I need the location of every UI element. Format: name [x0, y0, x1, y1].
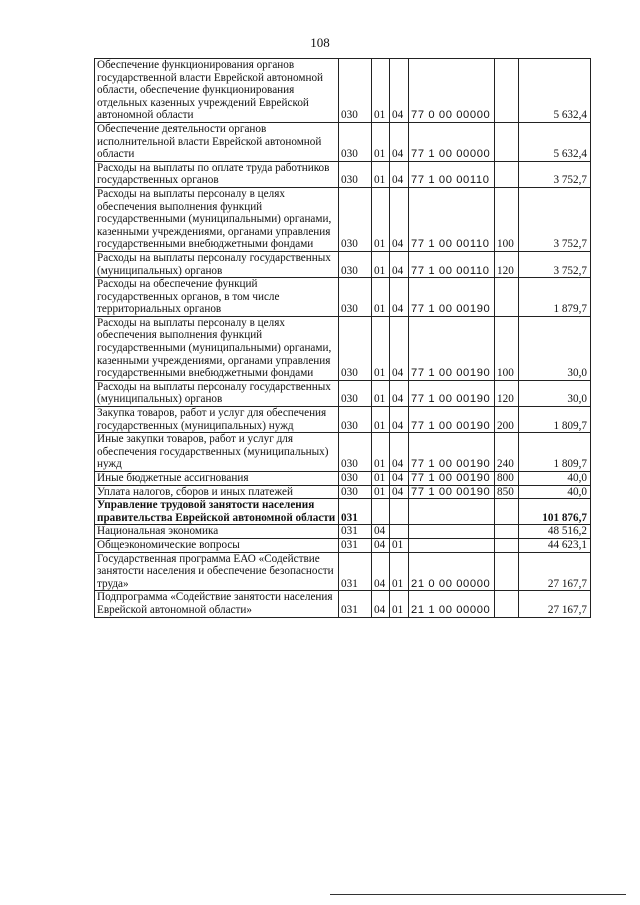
- ministry-code: 030: [339, 59, 372, 123]
- subsection-code: 04: [390, 187, 409, 251]
- expense-type-code: 800: [495, 472, 519, 486]
- expense-name: Расходы на выплаты персоналу в целях обеспечения выполнения функций государственными (муниципальными) органами, казенными учреждениями, органами управления государственными внебюджетными фондами: [95, 316, 339, 380]
- footer-rule: [330, 894, 626, 895]
- table-row: [95, 472, 591, 486]
- section-code: 01: [372, 278, 390, 317]
- section-code: 01: [372, 433, 390, 472]
- expense-name: Национальная экономика: [95, 525, 339, 539]
- section-code: [372, 499, 390, 525]
- table-row: [95, 433, 591, 472]
- amount: 1 879,7: [519, 278, 591, 317]
- expense-name: Расходы на выплаты персоналу государственных (муниципальных) органов: [95, 251, 339, 277]
- subsection-code: 01: [390, 552, 409, 591]
- expense-name: Иные бюджетные ассигнования: [95, 472, 339, 486]
- table-row: [95, 485, 591, 499]
- subsection-code: [390, 499, 409, 525]
- section-code: 01: [372, 485, 390, 499]
- section-code: 04: [372, 538, 390, 552]
- ministry-code: 031: [339, 591, 372, 617]
- subsection-code: 04: [390, 59, 409, 123]
- expense-name: Общеэкономические вопросы: [95, 538, 339, 552]
- ministry-code: 030: [339, 433, 372, 472]
- amount: 30,0: [519, 380, 591, 406]
- section-code: 01: [372, 407, 390, 433]
- expense-type-code: [495, 499, 519, 525]
- budget-table: [94, 58, 591, 618]
- section-code: 01: [372, 380, 390, 406]
- expense-name: Расходы на выплаты по оплате труда работников государственных органов: [95, 161, 339, 187]
- subsection-code: [390, 525, 409, 539]
- target-article-code: 77 1 00 00190: [409, 407, 495, 433]
- expense-type-code: 120: [495, 380, 519, 406]
- expense-type-code: [495, 591, 519, 617]
- subsection-code: 04: [390, 278, 409, 317]
- table-row: [95, 407, 591, 433]
- page-number: 108: [310, 35, 330, 50]
- expense-name: Расходы на обеспечение функций государственных органов, в том числе территориальных органов: [95, 278, 339, 317]
- target-article-code: [409, 538, 495, 552]
- amount: 44 623,1: [519, 538, 591, 552]
- ministry-code: 030: [339, 187, 372, 251]
- expense-type-code: 200: [495, 407, 519, 433]
- expense-name: Обеспечение функционирования органов государственной власти Еврейской автономной области, обеспечение функционирования отдельных казенных учреждений Еврейской автономной области: [95, 59, 339, 123]
- subsection-code: 04: [390, 485, 409, 499]
- expense-type-code: 850: [495, 485, 519, 499]
- subsection-code: 01: [390, 538, 409, 552]
- table-row: [95, 278, 591, 317]
- expense-name: Государственная программа ЕАО «Содействие занятости населения и обеспечение безопасности труда»: [95, 552, 339, 591]
- amount: 5 632,4: [519, 59, 591, 123]
- subsection-code: 04: [390, 161, 409, 187]
- amount: 30,0: [519, 316, 591, 380]
- ministry-code: 030: [339, 407, 372, 433]
- section-code: 01: [372, 59, 390, 123]
- table-row: [95, 552, 591, 591]
- expense-name: Обеспечение деятельности органов исполнительной власти Еврейской автономной области: [95, 122, 339, 161]
- amount: 40,0: [519, 472, 591, 486]
- subsection-code: 04: [390, 251, 409, 277]
- ministry-code: 030: [339, 278, 372, 317]
- ministry-code: 031: [339, 552, 372, 591]
- target-article-code: 77 1 00 00190: [409, 433, 495, 472]
- section-code: 01: [372, 122, 390, 161]
- table-row: [95, 187, 591, 251]
- ministry-code: 030: [339, 122, 372, 161]
- expense-name: Подпрограмма «Содействие занятости населения Еврейской автономной области»: [95, 591, 339, 617]
- target-article-code: 77 1 00 00190: [409, 380, 495, 406]
- target-article-code: 77 1 00 00190: [409, 472, 495, 486]
- subsection-code: 04: [390, 122, 409, 161]
- amount: 1 809,7: [519, 407, 591, 433]
- subsection-code: 04: [390, 472, 409, 486]
- target-article-code: 77 1 00 00110: [409, 161, 495, 187]
- expense-name: Уплата налогов, сборов и иных платежей: [95, 485, 339, 499]
- subsection-code: 04: [390, 380, 409, 406]
- target-article-code: 21 0 00 00000: [409, 552, 495, 591]
- ministry-code: 030: [339, 380, 372, 406]
- amount: 40,0: [519, 485, 591, 499]
- table-row: [95, 380, 591, 406]
- target-article-code: 77 1 00 00190: [409, 316, 495, 380]
- target-article-code: 77 0 00 00000: [409, 59, 495, 123]
- target-article-code: 77 1 00 00190: [409, 485, 495, 499]
- target-article-code: 21 1 00 00000: [409, 591, 495, 617]
- ministry-code: 031: [339, 499, 372, 525]
- expense-type-code: [495, 59, 519, 123]
- table-row: [95, 525, 591, 539]
- subsection-code: 04: [390, 316, 409, 380]
- section-code: 04: [372, 591, 390, 617]
- expense-type-code: [495, 552, 519, 591]
- amount: 27 167,7: [519, 591, 591, 617]
- table-row: [95, 316, 591, 380]
- amount: 5 632,4: [519, 122, 591, 161]
- expense-type-code: [495, 278, 519, 317]
- section-code: 01: [372, 187, 390, 251]
- subsection-code: 04: [390, 433, 409, 472]
- ministry-code: 030: [339, 251, 372, 277]
- ministry-code: 030: [339, 485, 372, 499]
- ministry-code: 030: [339, 316, 372, 380]
- table-row: [95, 59, 591, 123]
- section-code: 01: [372, 251, 390, 277]
- ministry-code: 030: [339, 161, 372, 187]
- target-article-code: 77 1 00 00110: [409, 187, 495, 251]
- ministry-code: 030: [339, 472, 372, 486]
- section-code: 01: [372, 472, 390, 486]
- amount: 48 516,2: [519, 525, 591, 539]
- section-code: 04: [372, 552, 390, 591]
- target-article-code: [409, 525, 495, 539]
- table-row: [95, 499, 591, 525]
- section-code: 04: [372, 525, 390, 539]
- table-row: [95, 591, 591, 617]
- expense-type-code: 120: [495, 251, 519, 277]
- target-article-code: 77 1 00 00110: [409, 251, 495, 277]
- expense-type-code: [495, 525, 519, 539]
- subsection-code: 04: [390, 407, 409, 433]
- expense-name: Иные закупки товаров, работ и услуг для обеспечения государственных (муниципальных) нужд: [95, 433, 339, 472]
- expense-type-code: 240: [495, 433, 519, 472]
- target-article-code: 77 1 00 00190: [409, 278, 495, 317]
- amount: 3 752,7: [519, 251, 591, 277]
- expense-name: Управление трудовой занятости населения правительства Еврейской автономной области: [95, 499, 339, 525]
- subsection-code: 01: [390, 591, 409, 617]
- expense-type-code: [495, 538, 519, 552]
- amount: 3 752,7: [519, 161, 591, 187]
- target-article-code: 77 1 00 00000: [409, 122, 495, 161]
- amount: 27 167,7: [519, 552, 591, 591]
- table-row: [95, 538, 591, 552]
- expense-type-code: [495, 161, 519, 187]
- expense-type-code: 100: [495, 316, 519, 380]
- section-code: 01: [372, 161, 390, 187]
- expense-type-code: 100: [495, 187, 519, 251]
- ministry-code: 031: [339, 525, 372, 539]
- expense-name: Расходы на выплаты персоналу государственных (муниципальных) органов: [95, 380, 339, 406]
- amount: 3 752,7: [519, 187, 591, 251]
- target-article-code: [409, 499, 495, 525]
- expense-type-code: [495, 122, 519, 161]
- table-body: [95, 59, 591, 618]
- amount: 1 809,7: [519, 433, 591, 472]
- section-code: 01: [372, 316, 390, 380]
- table-row: [95, 122, 591, 161]
- amount: 101 876,7: [519, 499, 591, 525]
- table-row: [95, 161, 591, 187]
- table-row: [95, 251, 591, 277]
- expense-name: Расходы на выплаты персоналу в целях обеспечения выполнения функций государственными (муниципальными) органами, казенными учреждениями, органами управления государственными внебюджетными фондами: [95, 187, 339, 251]
- expense-name: Закупка товаров, работ и услуг для обеспечения государственных (муниципальных) нужд: [95, 407, 339, 433]
- ministry-code: 031: [339, 538, 372, 552]
